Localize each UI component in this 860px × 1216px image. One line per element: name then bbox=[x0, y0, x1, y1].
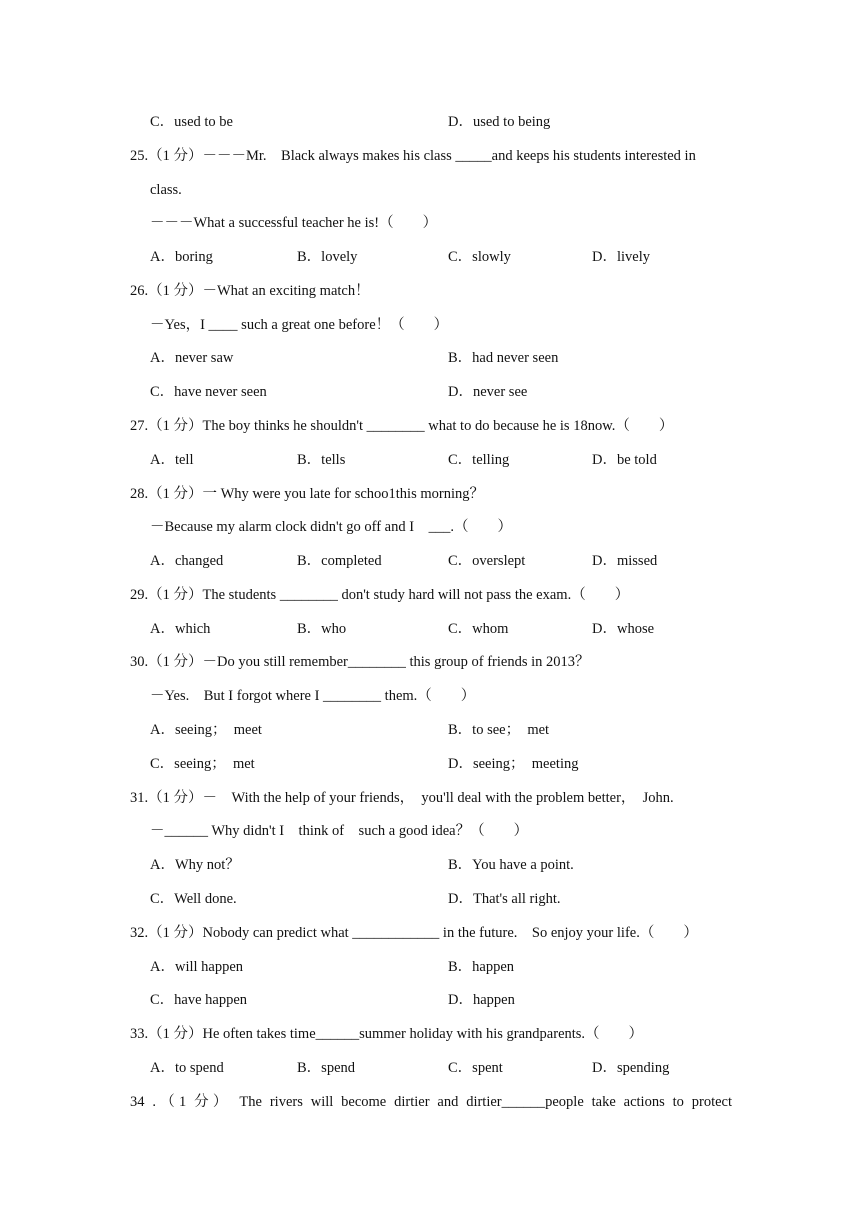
q26-option-c: C．have never seen bbox=[150, 384, 267, 400]
q33-stem: 33.（1 分）He often takes time______summer holiday with his grandparents.（ ） bbox=[130, 1026, 644, 1042]
q25-option-a: A．boring bbox=[150, 249, 213, 265]
q30-option-d: D．seeing； meeting bbox=[448, 756, 579, 772]
q33-option-c: C．spent bbox=[448, 1060, 503, 1076]
q25-stem-continued: class. bbox=[150, 182, 182, 198]
q28-option-d: D．missed bbox=[592, 553, 658, 569]
q33-option-a: A．to spend bbox=[150, 1060, 224, 1076]
q29-stem: 29.（1 分）The students ________ don't study hard will not pass the exam.（ ） bbox=[130, 587, 630, 603]
q31-option-b: B．You have a point. bbox=[448, 857, 574, 873]
q28-option-b: B．completed bbox=[297, 553, 382, 569]
q30-option-c: C．seeing； met bbox=[150, 756, 255, 772]
q33-option-b: B．spend bbox=[297, 1060, 355, 1076]
q26-response: －Yes，I ____ such a great one before！（ ） bbox=[150, 317, 449, 333]
q28-option-a: A．changed bbox=[150, 553, 224, 569]
q24-option-c: C．used to be bbox=[150, 114, 233, 130]
q28-response: －Because my alarm clock didn't go off and I ___.（ ） bbox=[150, 519, 512, 535]
q26-option-a: A．never saw bbox=[150, 350, 234, 366]
q31-stem: 31.（1 分）－ With the help of your friends， you'll deal with the problem better， John. bbox=[130, 790, 674, 806]
q30-response: －Yes. But I forgot where I ________ them.（ ） bbox=[150, 688, 476, 704]
q31-response: －______ Why didn't I think of such a good idea？（ ） bbox=[150, 823, 529, 839]
q27-option-c: C．telling bbox=[448, 452, 510, 468]
q34-stem: 34 .（1 分） The rivers will become dirtier and dirtier______people take actions to protect bbox=[130, 1094, 732, 1110]
q31-option-c: C．Well done. bbox=[150, 891, 237, 907]
q27-option-d: D．be told bbox=[592, 452, 657, 468]
q30-stem: 30.（1 分）－Do you still remember________ this group of friends in 2013？ bbox=[130, 654, 590, 670]
q25-option-c: C．slowly bbox=[448, 249, 511, 265]
q28-option-c: C．overslept bbox=[448, 553, 526, 569]
q24-option-d: D．used to being bbox=[448, 114, 551, 130]
q25-response: －－－What a successful teacher he is!（ ） bbox=[150, 215, 438, 231]
q27-stem: 27.（1 分）The boy thinks he shouldn't ________ what to do because he is 18now.（ ） bbox=[130, 418, 674, 434]
q29-option-d: D．whose bbox=[592, 621, 655, 637]
q30-option-b: B．to see； met bbox=[448, 722, 550, 738]
q25-option-b: B．lovely bbox=[297, 249, 358, 265]
q32-option-c: C．have happen bbox=[150, 992, 248, 1008]
q27-option-b: B．tells bbox=[297, 452, 346, 468]
q26-option-d: D．never see bbox=[448, 384, 528, 400]
q32-stem: 32.（1 分）Nobody can predict what ____________ in the future. So enjoy your life.（ ） bbox=[130, 925, 698, 941]
q29-option-a: A．which bbox=[150, 621, 211, 637]
q29-option-c: C．whom bbox=[448, 621, 509, 637]
q25-stem: 25.（1 分）－－－Mr. Black always makes his class _____and keeps his students interested in bbox=[130, 148, 696, 164]
q30-option-a: A．seeing； meet bbox=[150, 722, 262, 738]
q27-option-a: A．tell bbox=[150, 452, 194, 468]
q32-option-b: B．happen bbox=[448, 959, 515, 975]
q32-option-a: A．will happen bbox=[150, 959, 244, 975]
q33-option-d: D．spending bbox=[592, 1060, 670, 1076]
q28-stem: 28.（1 分）一 Why were you late for schoo1this morning？ bbox=[130, 486, 484, 502]
q25-option-d: D．lively bbox=[592, 249, 650, 265]
q31-option-d: D．That's all right. bbox=[448, 891, 561, 907]
q32-option-d: D．happen bbox=[448, 992, 515, 1008]
q31-option-a: A．Why not？ bbox=[150, 857, 240, 873]
q26-option-b: B．had never seen bbox=[448, 350, 559, 366]
q29-option-b: B．who bbox=[297, 621, 347, 637]
q26-stem: 26.（1 分）－What an exciting match！ bbox=[130, 283, 370, 299]
